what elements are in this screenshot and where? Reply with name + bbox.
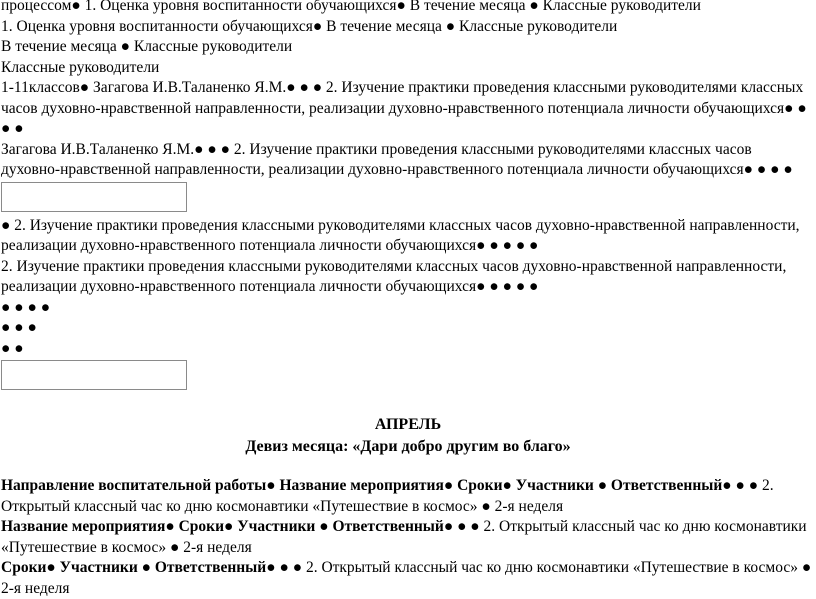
empty-table-cell xyxy=(1,182,187,212)
spacer xyxy=(0,458,816,476)
motto-heading: Девиз месяца: «Дари добро другим во благо» xyxy=(245,438,571,455)
table-row xyxy=(0,558,813,599)
text-paragraph: 2. Изучение практики проведения классными руководителями классных часов духовно-нравственной направленности, реализации духовно-нравственного потенциала личности обучающихся● ● ● ● ● xyxy=(1,257,787,295)
row-header: Направление воспитательной работы● Название мероприятия● Сроки● Участники ● Ответственный● ● ● xyxy=(1,477,759,494)
empty-table-cell xyxy=(1,360,187,390)
row-text: 2. Открытый классный час ко дню космонавтики «Путешествие в космос» ● 2-я неделя xyxy=(1,559,812,597)
spacer xyxy=(0,394,816,414)
bullet-row: ● ● ● ● xyxy=(1,298,51,316)
text-line: 1. Оценка уровня воспитанности обучающихся● В течение месяца ● Классные руководители xyxy=(1,17,618,35)
text-paragraph: ● 2. Изучение практики проведения классными руководителями классных часов духовно-нравственной направленности, реализации духовно-нравственного потенциала личности обучающихся● ● ● ● ● xyxy=(1,216,800,254)
row-header: Название мероприятия● Сроки● Участники ● Ответственный● ● ● xyxy=(1,518,480,535)
row-header: Сроки● Участники ● Ответственный● ● ● xyxy=(1,559,303,576)
row-text: 2. Открытый классный час ко дню космонавтики «Путешествие в космос» ● 2-я неделя xyxy=(1,477,774,515)
text-line: В течение месяца ● Классные руководители xyxy=(1,38,293,55)
table-row xyxy=(0,476,813,517)
month-heading: АПРЕЛЬ xyxy=(374,416,442,433)
text-line: процессом● 1. Оценка уровня воспитанности обучающихся● В течение месяца ● Классные руководители xyxy=(1,0,701,14)
text-line: Классные руководители xyxy=(1,58,160,76)
text-paragraph: 1-11классов● Загагова И.В.Таланенко Я.М.● ● ● 2. Изучение практики проведения классными руководителями классных часов духовно-нравственной направленности, реализации духовно-нравственного потенциала личности обучающихся● ● ● ● xyxy=(1,79,807,137)
bullet-row: ● ● ● xyxy=(1,319,37,336)
table-row xyxy=(0,517,813,558)
bullet-row: ● ● xyxy=(1,339,24,357)
row-text: 2. Открытый классный час ко дню космонавтики «Путешествие в космос» ● 2-я неделя xyxy=(1,518,807,556)
text-paragraph: Загагова И.В.Таланенко Я.М.● ● ● 2. Изучение практики проведения классными руководителями классных часов духовно-нравственной направленности, реализации духовно-нравственного потенциала личности обучающихся● ● ● ● xyxy=(1,140,793,178)
